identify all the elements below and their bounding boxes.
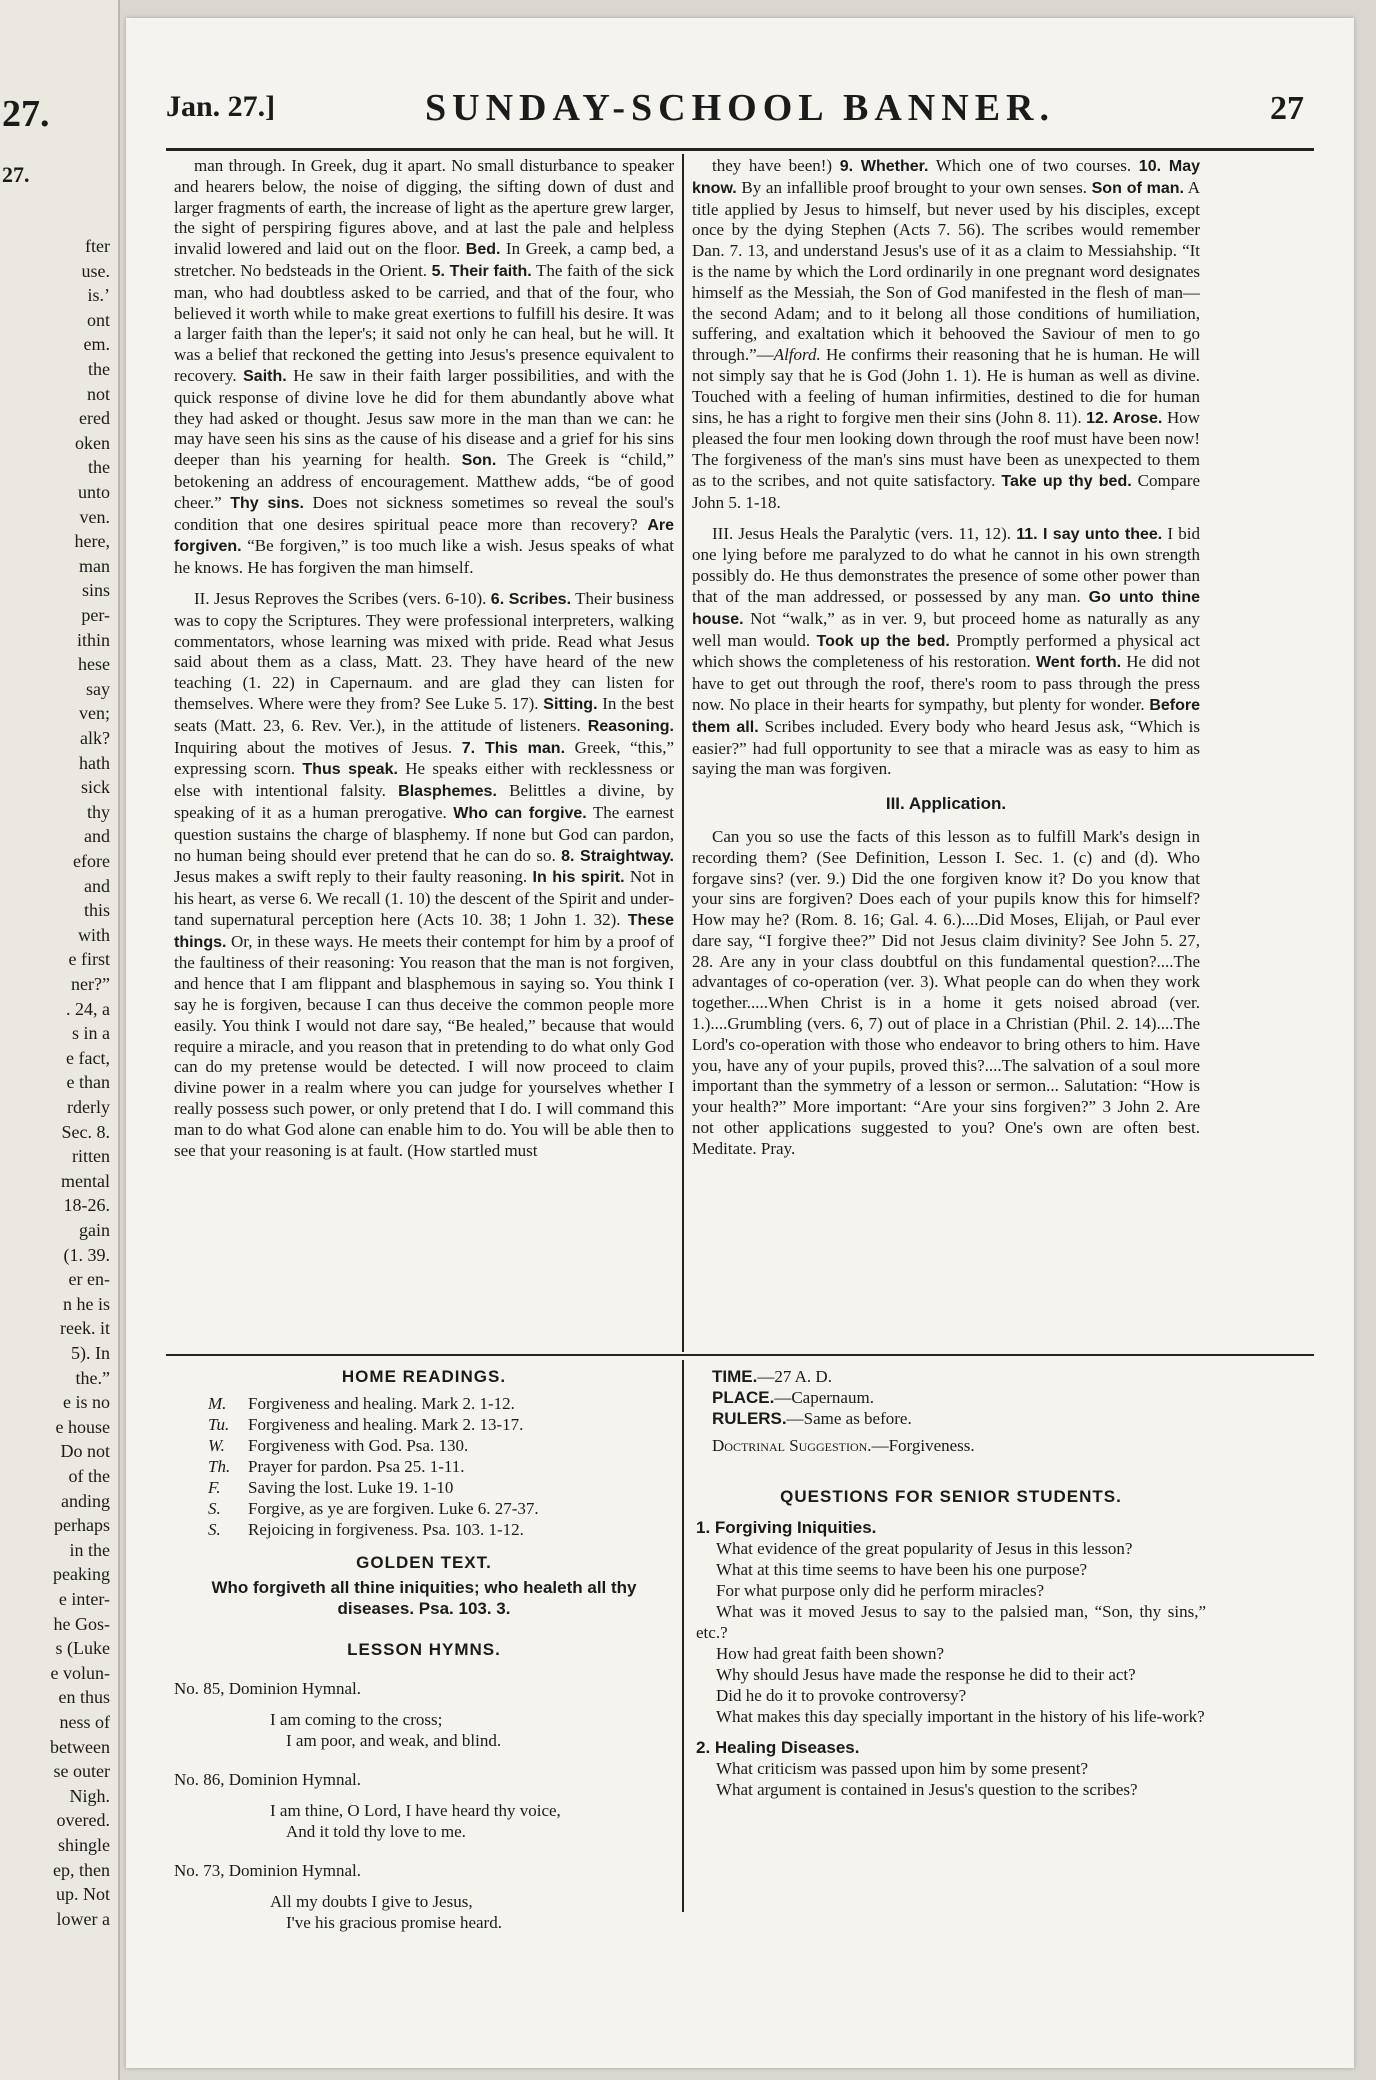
previous-page-fragment: is.’ [87, 285, 110, 306]
lesson-hymns-heading: LESSON HYMNS. [347, 1640, 501, 1659]
bold-term: 10. May know. [692, 158, 1200, 197]
application-text: Can you so use the facts of this lesson as to fulfill Mark's design in recording them? (See Definition, Lesson I. Sec. 1. (c) and (d). Who forgave sins? (ver. 9.) Did the one forgiven know it? Do you know that your sins are forgiven? Does each of your pupils know this for himself? How may he? (Rom. 8. 16; Gal. 4. 6.)....Did Moses, Elijah, or Paul ever dare say, “I forgive thee?” Did not Jesus claim divinity? See John 5. 27, 28. Are any in your class doubtful on this fundamental question?....The advantages of co-operation (ver. 3). What people can do when they work together.....When Christ is in a home it gets noised abroad (ver. 1.)....Grumbling (vers. 6, 7) out of place in a Christian (Phil. 2. 14)....The Lord's co-operation with those who endeavor to bring others to him. Have you, have any of your pupils, proved this?....The salvation of a soul more important than the symmetry of a lesson or sermon... Salutation: “How is your health?” More important: “Are your sins forgiven?” 3 John 2. Are not other applications suggested to you? One's own are often best. Meditate. Pray. [692, 826, 1200, 1158]
previous-page-fragment: thy [86, 801, 110, 822]
bold-term: Go unto thine house. [692, 588, 1200, 628]
bold-term: Take up thy bed. [1001, 472, 1132, 490]
bold-term: Before them all. [692, 696, 1200, 736]
question-item: Why should Jesus have made the response he did to their act? [716, 1665, 1136, 1684]
place-value: —Capernaum. [774, 1388, 874, 1407]
reading-item [174, 1393, 674, 1414]
bold-term: Took up the bed. [816, 632, 950, 650]
reading-item [174, 1498, 674, 1519]
previous-page-fragment: em. [83, 334, 110, 355]
previous-page-fragment: ritten [72, 1146, 110, 1167]
text-run: II. Jesus Reproves the Scribes (vers. 6-10). [194, 588, 491, 608]
question-item: Did he do it to provoke controversy? [716, 1686, 967, 1705]
text-run: Jesus makes a swift reply to their faulty reasoning. [174, 867, 533, 887]
previous-page-fragment: with [77, 924, 110, 945]
reading-text: Forgiveness and healing. Mark 2. 13-17. [248, 1415, 524, 1434]
right-column-text [692, 156, 1200, 780]
questions-heading: QUESTIONS FOR SENIOR STUDENTS. [780, 1487, 1122, 1506]
italic-citation: Alford. [773, 345, 821, 365]
previous-page-fragment: s (Luke [55, 1638, 110, 1659]
previous-page-fragment: and [84, 875, 110, 896]
previous-page-fragment: here, [74, 531, 110, 552]
text-run: The earnest question sustains the charge of blasphemy. If none but God can pardon, no human being should ever pretend that he can do so. [174, 802, 674, 865]
previous-page-fragment: Nigh. [69, 1785, 110, 1806]
previous-page-fragment: ven. [79, 506, 110, 527]
home-readings-heading: HOME READINGS. [341, 1367, 507, 1386]
previous-page-edge [0, 0, 120, 2080]
text-run: He saw in their faith larger possibilities, and with the quick response of divine love he did for them abundantly above what they had asked or thought. Jesus saw more in the man than we can: he may have seen his sins as the cause of his disease and a grief for his sins deeper than his yearning for health. [174, 365, 674, 470]
text-run: man through. In Greek, dug it apart. No small disturbance to speaker and hearers below, the noise of digging, the sifting down of dust and larger fragments of earth, the increase of light as the aperture grew larger, the sight of perspiring figures above, and at last the pale and helpless invalid lowered and laid out on the floor. [174, 156, 674, 259]
reading-item [174, 1456, 674, 1477]
application-heading: III. Application. [885, 794, 1007, 814]
previous-page-fragment: sins [81, 580, 110, 601]
previous-page-fragment: the [88, 359, 110, 379]
question-item: What was it moved Jesus to say to the palsied man, “Son, thy sins,” etc.? [696, 1602, 1206, 1642]
doctrinal-line [696, 1435, 1206, 1456]
previous-page-fragment: up. Not [56, 1884, 110, 1905]
previous-page-fragment: peaking [53, 1564, 110, 1585]
reading-day: M. [208, 1394, 227, 1413]
place-line [696, 1387, 1206, 1408]
question-item: What makes this day specially important in the history of his life-work? [716, 1707, 1205, 1726]
previous-page-fragment: perhaps [54, 1515, 110, 1536]
previous-page-fragment: en thus [58, 1687, 110, 1708]
bold-term: Who can forgive. [453, 804, 587, 822]
previous-page-fragment: fter [85, 236, 110, 256]
previous-page-fragment: e is no [63, 1392, 110, 1413]
previous-page-fragment: per- [81, 605, 110, 625]
bold-term: 5. Their faith. [431, 262, 532, 280]
previous-page-fragment: ner?” [71, 974, 110, 994]
question-item: For what purpose only did he perform miracles? [716, 1581, 1045, 1600]
bold-term: Blasphemes. [398, 783, 497, 801]
time-value: —27 A. D. [757, 1367, 832, 1386]
text-run: The Greek is “child,” betokening an address of encouragement. Matthew adds, “be of good cheer.” [174, 450, 674, 512]
previous-page-fragment: the [88, 457, 110, 478]
right-column-paragraph [692, 524, 1200, 781]
previous-page-fragment: hese [78, 654, 110, 675]
text-run: III. Jesus Heals the Paralytic (vers. 11, 12). [712, 523, 1017, 543]
bold-term: 12. Arose. [1086, 409, 1163, 427]
previous-page-fragment: mental [61, 1170, 110, 1191]
golden-text-ref: Psa. 103. 3. [418, 1599, 511, 1618]
previous-page-fragment: 5). In [71, 1343, 110, 1363]
bold-term: 8. Straightway. [561, 847, 674, 865]
rulers-label: RULERS. [712, 1409, 787, 1428]
question-item: What argument is contained in Jesus's question to the scribes? [716, 1780, 1138, 1799]
text-run: He speaks either with recklessness or else with intentional falsity. [174, 759, 674, 801]
text-run: He confirms their reasoning that he is human. He will not simply say that he is God (John 1. 1). He is human as well as divine. Touched with a feeling of human infirmities, destined to die for human sins, he has a right to forgive men their sins (John 8. 11). [692, 345, 1200, 427]
bold-term: Thus speak. [302, 761, 398, 779]
golden-text-heading: GOLDEN TEXT. [356, 1553, 492, 1572]
text-run: Promptly performed a physical act which shows the completeness of his restoration. [692, 630, 1200, 672]
hymn-source: No. 86, Dominion Hymnal. [174, 1770, 361, 1789]
question-item: What evidence of the great popularity of Jesus in this lesson? [716, 1539, 1133, 1558]
text-run: Not “walk,” as in ver. 9, but proceed home as naturally as any well man would. [692, 608, 1200, 650]
text-run: Compare John 5. 1-18. [692, 470, 1200, 512]
previous-page-fragment: say [86, 678, 110, 699]
bold-term: Son. [461, 452, 497, 470]
text-run: Does not sickness sometimes so reveal the soul's condition that one desires spiritual peace more than recovery? [174, 492, 674, 534]
bold-term: 9. Whether. [839, 158, 929, 175]
text-run: How pleased the four men looking down through the roof must have been now! The forgiveness of the man's sins must have been as unexpected to them as to the scribes, and not quite satisfactory. [692, 407, 1200, 490]
left-column-paragraph [174, 589, 674, 1162]
previous-page-fragment: between [50, 1736, 110, 1757]
previous-page-fragment: in the [69, 1539, 110, 1560]
previous-page-fragment: se outer [53, 1761, 110, 1782]
text-run: Which one of two courses. [928, 156, 1139, 175]
previous-page-fragment: e inter- [58, 1589, 110, 1609]
previous-page-fragment: e house [55, 1416, 110, 1437]
previous-page-fragment: efore [73, 851, 110, 871]
page-number: 27 [1270, 90, 1304, 127]
previous-page-fragment: . 24, a [66, 998, 110, 1019]
previous-page-fragment: use. [81, 260, 110, 281]
previous-page-fragment: he Gos- [53, 1613, 110, 1634]
previous-page-fragment: e volun- [50, 1662, 110, 1683]
previous-page-fragment: alk? [80, 728, 110, 748]
rulers-value: —Same as before. [786, 1409, 912, 1428]
bold-term: Thy sins. [230, 494, 304, 512]
text-run: A title applied by Jesus to himself, but never used by his disciples, except once by the dying Stephen (Acts 7. 56). The scribes would remember Dan. 7. 13, and understand Jesus's use of it as a claim to Messiahship. “It is the name by which the Lord ordinarily in one pregnant word designates himself as the Messiah, the Son of God manifested in the flesh of man—the second Adam; and to it belong all those conditions of humiliation, suffering, and exaltation which it behooved the Saviour of men to go through.”— [692, 177, 1200, 365]
rulers-line [696, 1408, 1206, 1429]
previous-page-fragment: ered [79, 408, 110, 429]
reading-text: Forgive, as ye are forgiven. Luke 6. 27-37. [248, 1499, 539, 1518]
lesson-hymns-list [174, 1678, 674, 1933]
text-run: Not in his heart, as verse 6. We recall (1. 10) the descent of the Spirit and under-tand supernatural perception here (Acts 10. 38; 1 John 1. 32). [174, 867, 674, 929]
bold-term: Reasoning. [587, 717, 674, 735]
previous-page-fragment: sick [81, 777, 110, 798]
bold-term: Are forgiven. [174, 516, 674, 556]
bold-term: 6. Scribes. [490, 590, 572, 608]
previous-page-fragment: er en- [68, 1269, 110, 1290]
previous-page-fragment: man [79, 555, 110, 576]
question-item: What criticism was passed upon him by some present? [716, 1759, 1089, 1778]
left-column-paragraph [174, 156, 674, 579]
hymn-line: I am coming to the cross; [270, 1710, 443, 1729]
previous-page-number: 27. [2, 93, 50, 135]
text-run: they have been!) [712, 156, 840, 175]
reading-item [174, 1435, 674, 1456]
bold-term: 7. This man. [461, 739, 566, 757]
magazine-page [126, 18, 1354, 2068]
previous-page-fragment: e fact, [66, 1047, 110, 1068]
previous-page-fragment: Sec. 8. [61, 1121, 110, 1142]
issue-date: Jan. 27.] [166, 90, 276, 123]
bold-term: Saith. [243, 367, 287, 385]
reading-text: Forgiveness with God. Psa. 130. [248, 1436, 469, 1455]
text-run: Belittles a divine, by speaking of it as a human prerogative. [174, 781, 674, 822]
doctrinal-value: —Forgiveness. [871, 1436, 975, 1455]
text-run: Scribes included. Every body who heard Jesus ask, “Which is easier?” had full opportunity to see that a miracle was as easy to him as saying the man was forgiven. [692, 716, 1200, 779]
reading-text: Rejoicing in forgiveness. Psa. 103. 1-12. [248, 1520, 524, 1539]
text-run: Or, in these ways. He meets their contempt for him by a proof of the faultiness of their reasoning: You reason that the man is not forgiven, and hence that I am flippant and blasphemous in saying so. You think I say he is forgiven, because I can thus deceive the common people more easily. You think I would not dare say, “Be healed,” because that would require a miracle, and you reason that in pretending to do what only God can do my pretense would be detected. I will now proceed to claim divine power in a realm where you can judge for yourselves whether I really possess such power, or only pretend that I do. I will command this man to do what God alone can enable him to do. You will be able then to see that your reasoning is at fault. (How startled must [174, 931, 674, 1160]
reading-item [174, 1414, 674, 1435]
text-run: I bid one lying before me paralyzed to do what he cannot in his own strength possibly do. He thus demonstrates the presence of some other power than that of the man addressed, or possessed by any man. [692, 523, 1200, 606]
previous-page-subnumber: 27. [2, 162, 30, 187]
previous-page-fragment: this [83, 900, 110, 921]
hymn-line: I've his gracious promise heard. [286, 1913, 502, 1932]
reading-day: Tu. [208, 1415, 230, 1434]
previous-page-fragment: of the [68, 1466, 110, 1486]
hymn-line: And it told thy love to me. [286, 1822, 466, 1841]
text-run: Their business was to copy the Scriptures. They were professional interpreters, walking commentators, whose learning was mixed with pride. Read what Jesus said about them as a class, Matt. 23. They have heard of the new teaching (1. 22) in Capernaum. and are glad they can listen for themselves. Where were they from? See Luke 5. 17). [174, 588, 674, 713]
previous-page-fragment: 18-26. [63, 1195, 110, 1216]
reading-item [174, 1519, 674, 1540]
previous-page-fragment: not [86, 383, 110, 404]
previous-page-fragment: ness of [59, 1712, 110, 1732]
previous-page-fragment: gain [79, 1220, 110, 1240]
question-item: What at this time seems to have been his one purpose? [716, 1560, 1088, 1579]
question-section-title: 1. Forgiving Iniquities. [696, 1518, 877, 1537]
previous-page-fragment: oken [75, 432, 110, 453]
reading-item [174, 1477, 674, 1498]
previous-page-fragment: anding [61, 1490, 110, 1511]
text-run: By an infallible proof brought to your own senses. [736, 177, 1092, 197]
bold-term: In his spirit. [532, 869, 625, 887]
previous-page-fragment: shingle [58, 1835, 110, 1855]
reading-day: W. [208, 1436, 225, 1455]
bold-term: 11. I say unto thee. [1016, 525, 1163, 543]
column-rule-lower [682, 1360, 684, 1912]
bold-term: Bed. [465, 241, 501, 259]
bold-term: These things. [174, 911, 674, 951]
previous-page-fragment: e first [68, 949, 110, 970]
text-run: Greek, “this,” expressing scorn. [174, 737, 674, 779]
previous-page-fragment: and [84, 826, 110, 847]
text-run: Inquiring about the motives of Jesus. [174, 737, 462, 757]
column-rule-upper [682, 154, 684, 1352]
right-column-paragraph [692, 156, 1200, 514]
reading-text: Forgiveness and healing. Mark 2. 1-12. [248, 1394, 515, 1413]
question-item: How had great faith been shown? [716, 1644, 945, 1663]
reading-day: Th. [208, 1457, 231, 1476]
text-run: He did not have to get out through the roof, there's room to pass through the press now. No place in their hearts for sympathy, but plenty for wonder. [692, 652, 1200, 714]
publication-title: SUNDAY-SCHOOL BANNER. [425, 87, 1055, 129]
hymn-source: No. 73, Dominion Hymnal. [174, 1861, 361, 1880]
golden-text [174, 1577, 674, 1619]
reading-day: S. [208, 1499, 221, 1518]
previous-page-fragment: e than [66, 1072, 110, 1093]
left-column [174, 156, 674, 1352]
place-label: PLACE. [712, 1388, 775, 1407]
bold-term: Sitting. [543, 695, 598, 713]
questions-list [696, 1517, 1206, 1800]
home-readings-block [174, 1366, 674, 1933]
reading-text: Prayer for pardon. Psa 25. 1-11. [248, 1457, 465, 1476]
home-readings-list [174, 1393, 674, 1540]
bold-term: Son of man. [1091, 179, 1184, 197]
right-column [692, 156, 1200, 1352]
reading-day: S. [208, 1520, 221, 1539]
text-run: “Be forgiven,” is too much like a wish. Jesus speaks of what he knows. He has forgiven the man himself. [174, 536, 674, 578]
doctrinal-label: Doctrinal Suggestion. [712, 1436, 872, 1455]
previous-page-fragment: n he is [63, 1293, 110, 1314]
hymn-line: I am poor, and weak, and blind. [286, 1731, 502, 1750]
lesson-meta-block [696, 1366, 1206, 1800]
text-run: The faith of the sick man, who had doubtless asked to be carried, and that of the four, who believed it worth while to make great exertions to fulfill his desire. It was a larger faith than the leper's; it said not only he can heal, but he will. It was a belief that reckoned the getting into Jesus's presence equivalent to recovery. [174, 260, 674, 385]
reading-day: F. [208, 1478, 221, 1497]
text-run: In Greek, a camp bed, a stretcher. No bedsteads in the Orient. [174, 239, 674, 280]
time-line [696, 1366, 1206, 1387]
previous-page-fragment: ont [86, 309, 110, 330]
previous-page-fragment: reek. it [60, 1318, 110, 1339]
golden-text-verse: Who forgiveth all thine iniquities; who healeth all thy diseases. [211, 1578, 637, 1618]
previous-page-fragment: ithin [76, 629, 110, 650]
hymn-line: I am thine, O Lord, I have heard thy voice, [270, 1801, 561, 1820]
section-rule [166, 1354, 1314, 1356]
previous-page-fragment: the.” [75, 1367, 110, 1388]
hymn-line: All my doubts I give to Jesus, [270, 1892, 473, 1911]
header-rule [166, 148, 1314, 151]
previous-page-fragment: ep, then [53, 1859, 110, 1880]
question-section-title: 2. Healing Diseases. [696, 1738, 860, 1757]
previous-page-fragment: ven; [79, 703, 110, 724]
previous-page-fragment: (1. 39. [63, 1244, 110, 1265]
previous-page-fragment: s in a [72, 1023, 110, 1044]
bold-term: Went forth. [1035, 654, 1122, 672]
hymn-source: No. 85, Dominion Hymnal. [174, 1679, 361, 1698]
previous-page-fragment: lower a [56, 1908, 110, 1929]
previous-page-fragment: Do not [60, 1441, 110, 1462]
previous-page-fragment: rderly [67, 1097, 110, 1117]
page-header [166, 87, 1314, 150]
previous-page-fragment: overed. [56, 1810, 110, 1831]
text-run: In the best seats (Matt. 23, 6. Rev. Ver.), in the attitude of listeners. [174, 693, 674, 735]
previous-page-fragment: hath [79, 752, 110, 773]
previous-page-fragment: unto [77, 482, 110, 502]
reading-text: Saving the lost. Luke 19. 1-10 [248, 1478, 454, 1497]
time-label: TIME. [712, 1367, 758, 1386]
